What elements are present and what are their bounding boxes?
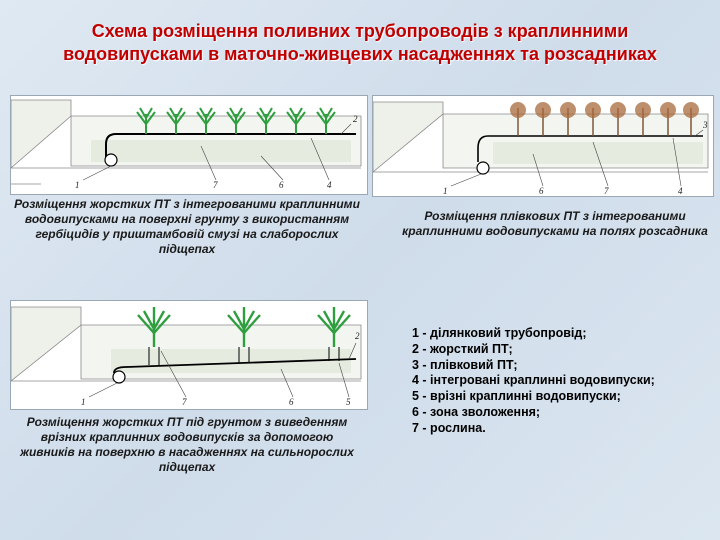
- label-1: 1: [443, 186, 448, 196]
- valve-icon: [113, 371, 125, 383]
- legend-item: 3 - плівковий ПТ;: [412, 357, 518, 372]
- diagram-panel-film-nursery: [372, 95, 714, 197]
- label-5: 5: [346, 397, 351, 407]
- label-1: 1: [75, 180, 80, 190]
- slide-title-line-2: водовипусками в маточно-живцевих насадженнях та розсадниках: [63, 44, 657, 64]
- valve-icon: [477, 162, 489, 174]
- label-6: 6: [289, 397, 294, 407]
- legend-item: 7 - рослина.: [412, 420, 486, 435]
- valve-icon: [105, 154, 117, 166]
- moisture-zone: [493, 142, 703, 164]
- caption-rigid-subsurface: Розміщення жорстких ПТ під грунтом з виведенням врізних краплинних водовипусків за допомогою живників на поверхню в насадженнях на сильнорослих підщепах: [20, 415, 354, 474]
- label-7: 7: [604, 186, 609, 196]
- diagram-film-nursery: [373, 96, 713, 196]
- moisture-zone: [91, 140, 351, 162]
- slide-title: [0, 20, 720, 66]
- label-3: 3: [703, 120, 708, 130]
- legend-item: 1 - ділянковий трубопровід;: [412, 326, 587, 340]
- label-1: 1: [81, 397, 86, 407]
- legend-item: 4 - інтегровані краплинні водовипуски;: [412, 373, 655, 388]
- diagram-panel-rigid-surface: [10, 95, 368, 195]
- caption-rigid-surface: Розміщення жорстких ПТ з інтегрованими краплинними водовипусками на поверхні грунту з використанням гербіцидів у приштамбовій смузі на слаборослих підщепах: [14, 197, 360, 256]
- legend-item: 6 - зона зволоження;: [412, 404, 541, 419]
- label-2: 2: [355, 331, 360, 341]
- legend: [412, 326, 655, 437]
- diagram-rigid-subsurface: [11, 301, 367, 409]
- legend-item: 2 - жорсткий ПТ;: [412, 341, 513, 356]
- label-6: 6: [539, 186, 544, 196]
- label-7: 7: [213, 180, 218, 190]
- label-4: 4: [678, 186, 683, 196]
- caption-film-nursery: Розміщення плівкових ПТ з інтегрованими краплинними водовипусками на полях розсадника: [402, 209, 708, 238]
- legend-item: 5 - врізні краплинні водовипуски;: [412, 389, 621, 404]
- diagram-panel-rigid-subsurface: [10, 300, 368, 410]
- diagram-rigid-surface: [11, 96, 367, 194]
- slide-title-line-1: Схема розміщення поливних трубопроводів з краплинними: [91, 21, 629, 41]
- label-2: 2: [353, 114, 358, 124]
- label-4: 4: [327, 180, 332, 190]
- label-7: 7: [182, 397, 187, 407]
- label-6: 6: [279, 180, 284, 190]
